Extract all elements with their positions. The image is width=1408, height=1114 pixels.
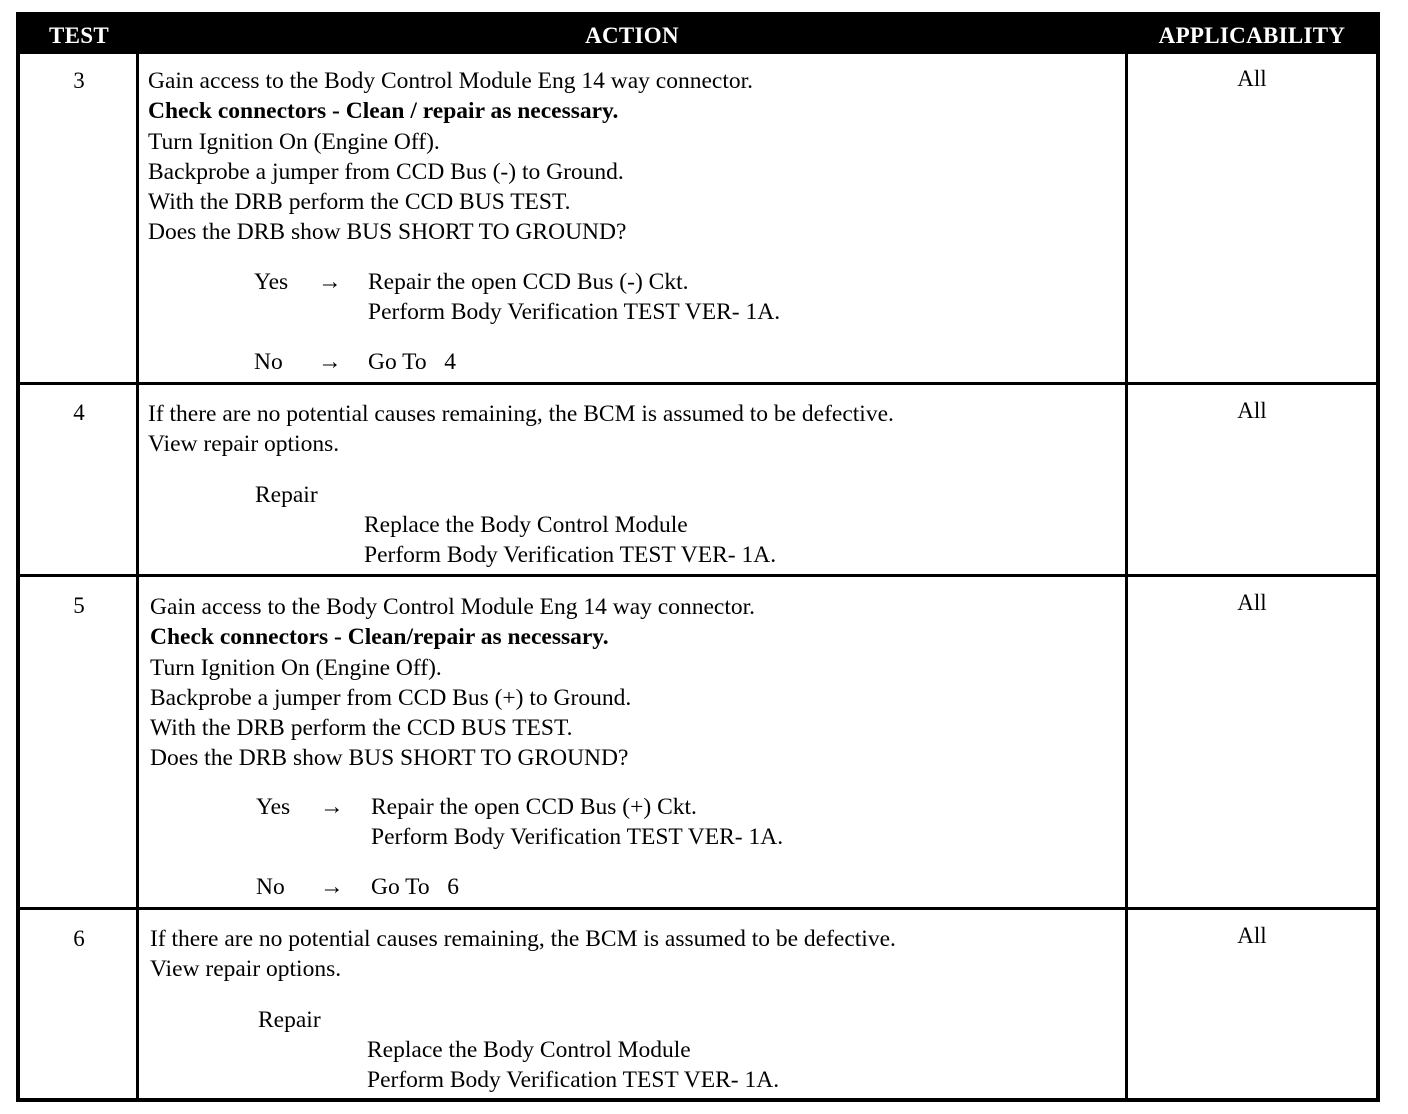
arrow-icon: → [320, 874, 344, 900]
action-text [148, 399, 894, 460]
action-text [150, 592, 755, 774]
header-test: TEST [48, 23, 109, 48]
action-line: With the DRB perform the CCD BUS TEST. [150, 715, 573, 742]
action-line: Does the DRB show BUS SHORT TO GROUND? [148, 219, 627, 246]
test-number: 3 [73, 68, 85, 93]
response-line: Perform Body Verification TEST VER- 1A. [367, 1067, 780, 1093]
response-line: Perform Body Verification TEST VER- 1A. [364, 542, 777, 568]
response-line: Repair the open CCD Bus (-) Ckt. [368, 269, 689, 295]
row-divider [20, 382, 1376, 385]
applicability-value: All [1237, 66, 1267, 91]
action-line: Does the DRB show BUS SHORT TO GROUND? [150, 745, 629, 772]
yes-response [368, 267, 780, 327]
action-text [150, 924, 896, 985]
action-line: View repair options. [150, 956, 342, 983]
action-line: Gain access to the Body Control Module Eng 14 way connector. [148, 68, 753, 94]
yes-label: Yes [254, 269, 289, 295]
action-line: View repair options. [148, 431, 340, 458]
row-divider [20, 574, 1376, 577]
no-response: Go To 4 [368, 349, 457, 375]
yes-label: Yes [256, 794, 291, 820]
test-number: 4 [73, 400, 85, 425]
test-number: 6 [73, 926, 85, 951]
arrow-icon: → [318, 349, 342, 375]
action-line: Turn Ignition On (Engine Off). [148, 128, 440, 155]
action-text [148, 66, 753, 248]
arrow-icon: → [320, 794, 344, 820]
action-line: With the DRB perform the CCD BUS TEST. [148, 189, 571, 216]
applicability-value: All [1237, 923, 1267, 948]
table-header [20, 16, 1376, 54]
action-line: If there are no potential causes remaining, the BCM is assumed to be defective. [148, 401, 894, 427]
header-action: ACTION [585, 23, 679, 48]
no-label: No [256, 874, 285, 900]
header-applicability: APPLICABILITY [1158, 23, 1346, 48]
action-line: Backprobe a jumper from CCD Bus (-) to Ground. [148, 158, 624, 185]
response-line: Replace the Body Control Module [367, 1037, 691, 1063]
repair-response [367, 1035, 779, 1095]
applicability-value: All [1237, 590, 1267, 615]
yes-response [371, 792, 783, 852]
response-line: Perform Body Verification TEST VER- 1A. [371, 824, 784, 850]
row-divider [20, 907, 1376, 910]
action-line-bold: Check connectors - Clean / repair as necessary. [148, 98, 619, 125]
action-line: Gain access to the Body Control Module Eng 14 way connector. [150, 594, 755, 620]
no-response: Go To 6 [371, 874, 460, 900]
response-line: Repair the open CCD Bus (+) Ckt. [371, 794, 697, 820]
response-line: Perform Body Verification TEST VER- 1A. [368, 299, 781, 325]
action-line: Turn Ignition On (Engine Off). [150, 654, 442, 681]
action-line: If there are no potential causes remaining, the BCM is assumed to be defective. [150, 926, 896, 952]
applicability-value: All [1237, 398, 1267, 423]
no-label: No [254, 349, 283, 375]
test-number: 5 [73, 593, 85, 618]
test-procedure-table [16, 12, 1380, 1102]
response-line: Replace the Body Control Module [364, 512, 688, 538]
repair-label: Repair [255, 482, 318, 508]
action-line-bold: Check connectors - Clean/repair as necessary. [150, 624, 609, 651]
repair-label: Repair [258, 1007, 321, 1033]
repair-response [364, 510, 776, 570]
action-line: Backprobe a jumper from CCD Bus (+) to Ground. [150, 684, 632, 711]
arrow-icon: → [318, 269, 342, 295]
